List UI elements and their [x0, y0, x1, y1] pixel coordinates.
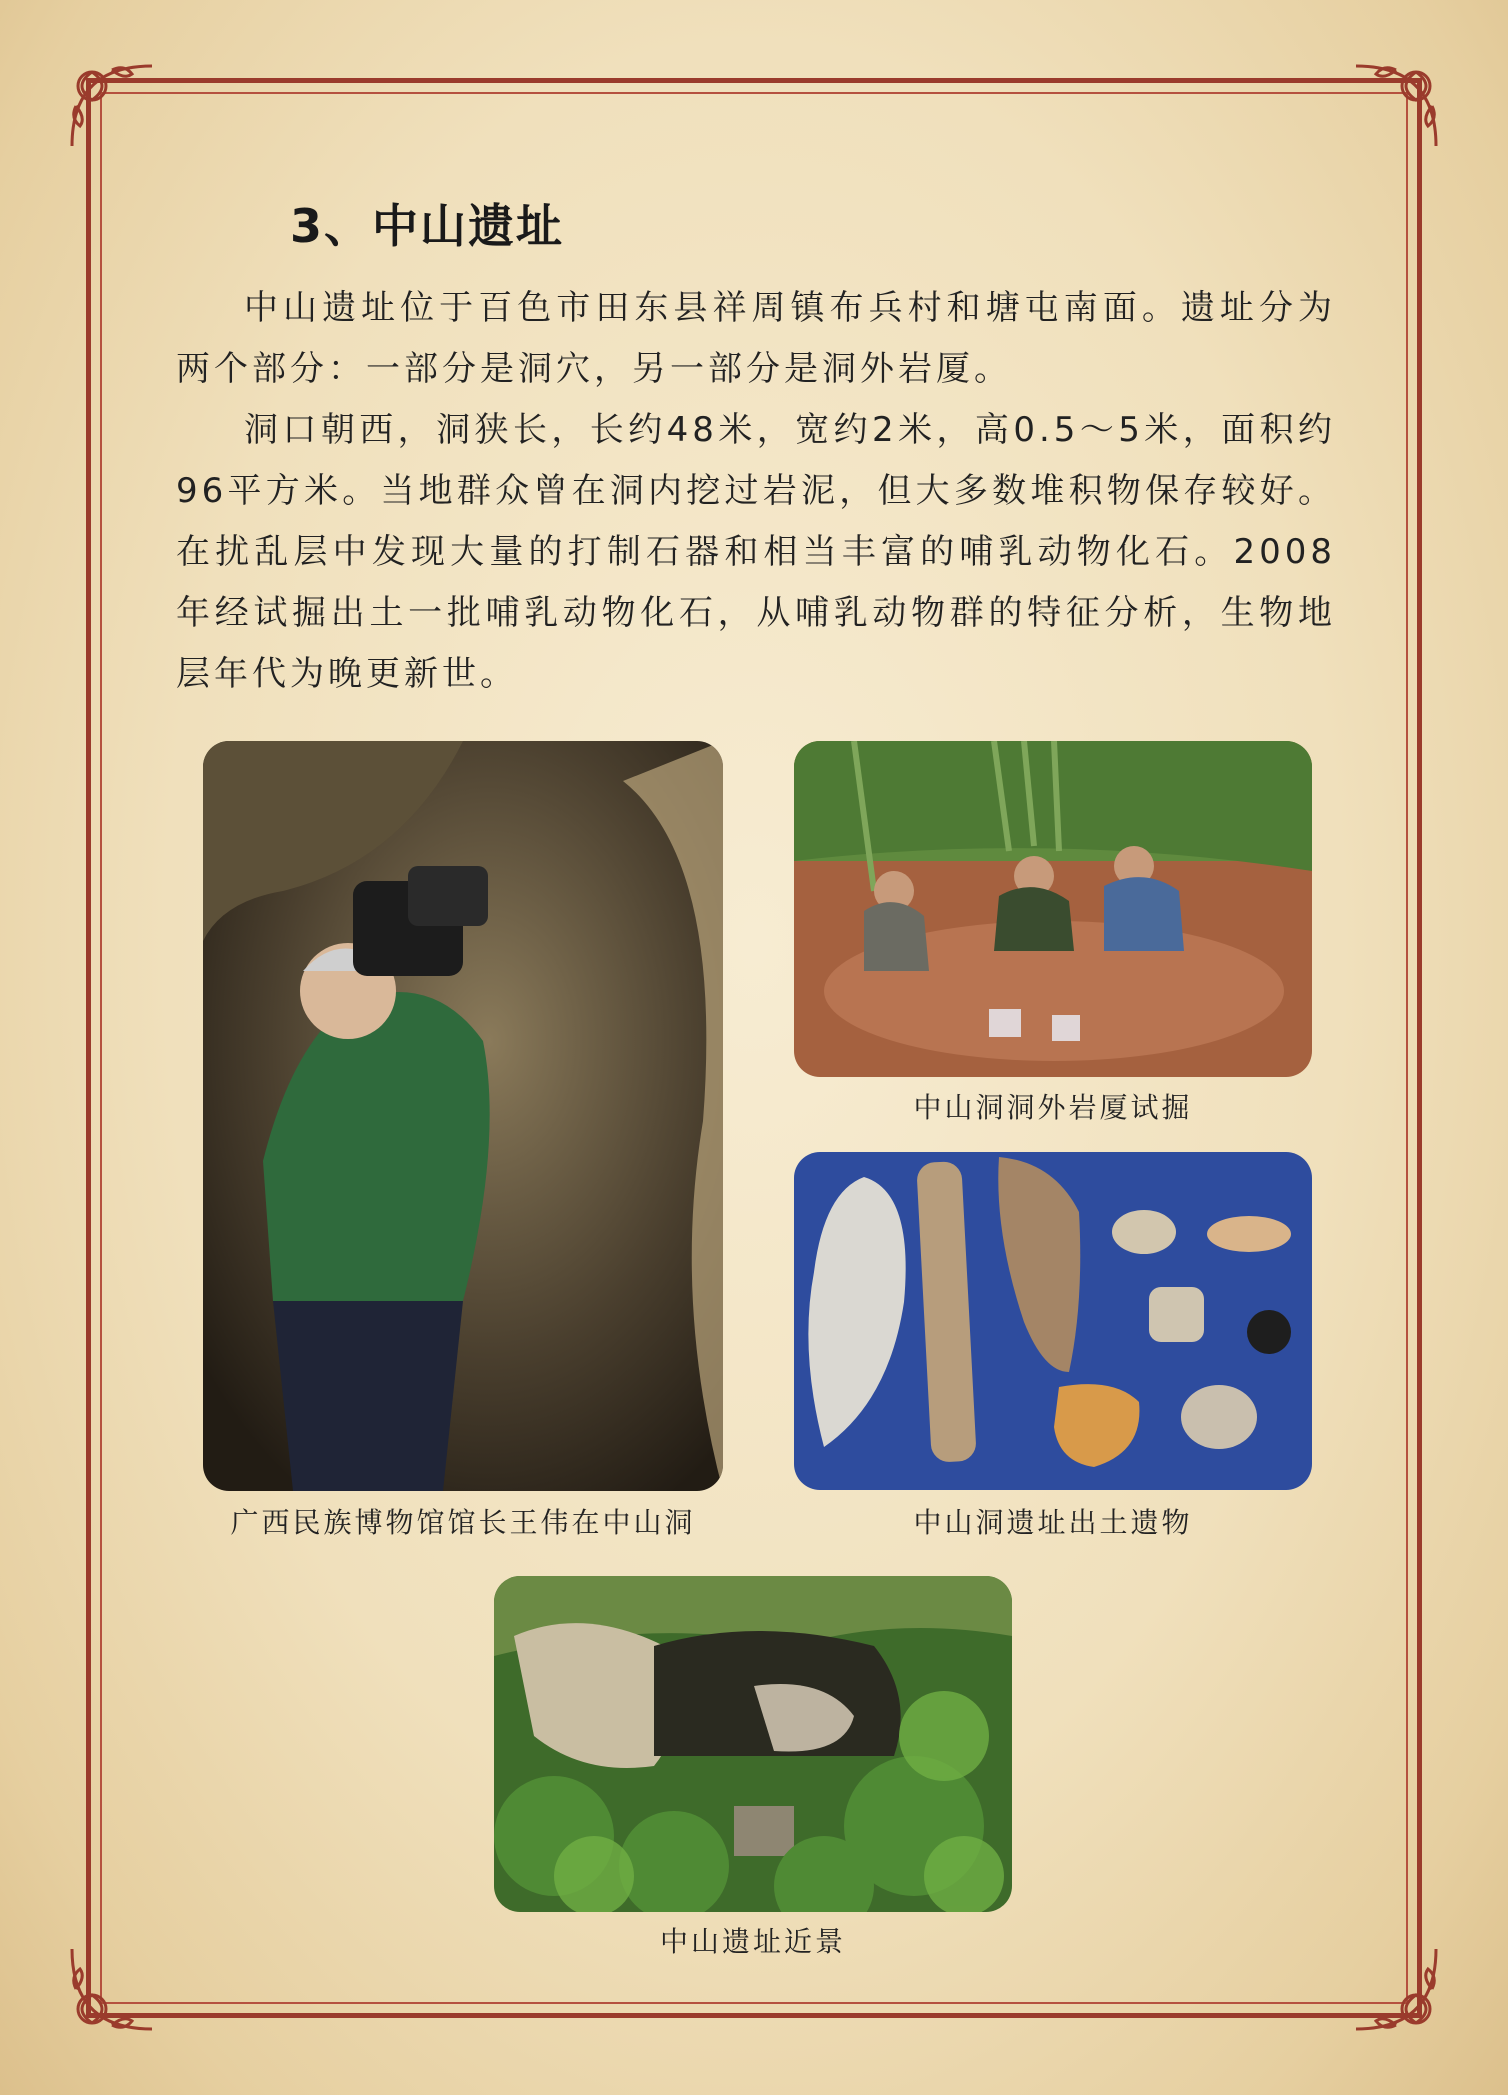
paragraph: 中山遗址位于百色市田东县祥周镇布兵村和塘屯南面。遗址分为两个部分：一部分是洞穴，另一部分是洞外岩厦。 — [176, 288, 1336, 389]
section-title: 3、中山遗址 — [290, 199, 565, 253]
caption-excavation: 中山洞洞外岩厦试掘 — [913, 1091, 1193, 1124]
caption-photographer-in-cave: 广西民族博物馆馆长王伟在中山洞 — [230, 1506, 696, 1539]
photo-site-view — [494, 1576, 1012, 1912]
body-text — [176, 278, 1336, 705]
photo-photographer-in-cave — [203, 741, 723, 1491]
corner-ornament-icon — [1346, 56, 1446, 156]
corner-ornament-icon — [62, 1939, 162, 2039]
photo-artifacts — [794, 1152, 1312, 1490]
corner-ornament-icon — [62, 56, 162, 156]
photo-excavation — [794, 741, 1312, 1077]
caption-artifacts: 中山洞遗址出土遗物 — [913, 1506, 1193, 1539]
corner-ornament-icon — [1346, 1939, 1446, 2039]
caption-site-view: 中山遗址近景 — [659, 1925, 846, 1958]
paragraph: 洞口朝西，洞狭长，长约48米，宽约2米，高0.5～5米，面积约96平方米。当地群众曾在洞内挖过岩泥，但大多数堆积物保存较好。在扰乱层中发现大量的打制石器和相当丰富的哺乳动物化石。2008年经试掘出土一批哺乳动物化石，从哺乳动物群的特征分析，生物地层年代为晚更新世。 — [176, 410, 1336, 694]
